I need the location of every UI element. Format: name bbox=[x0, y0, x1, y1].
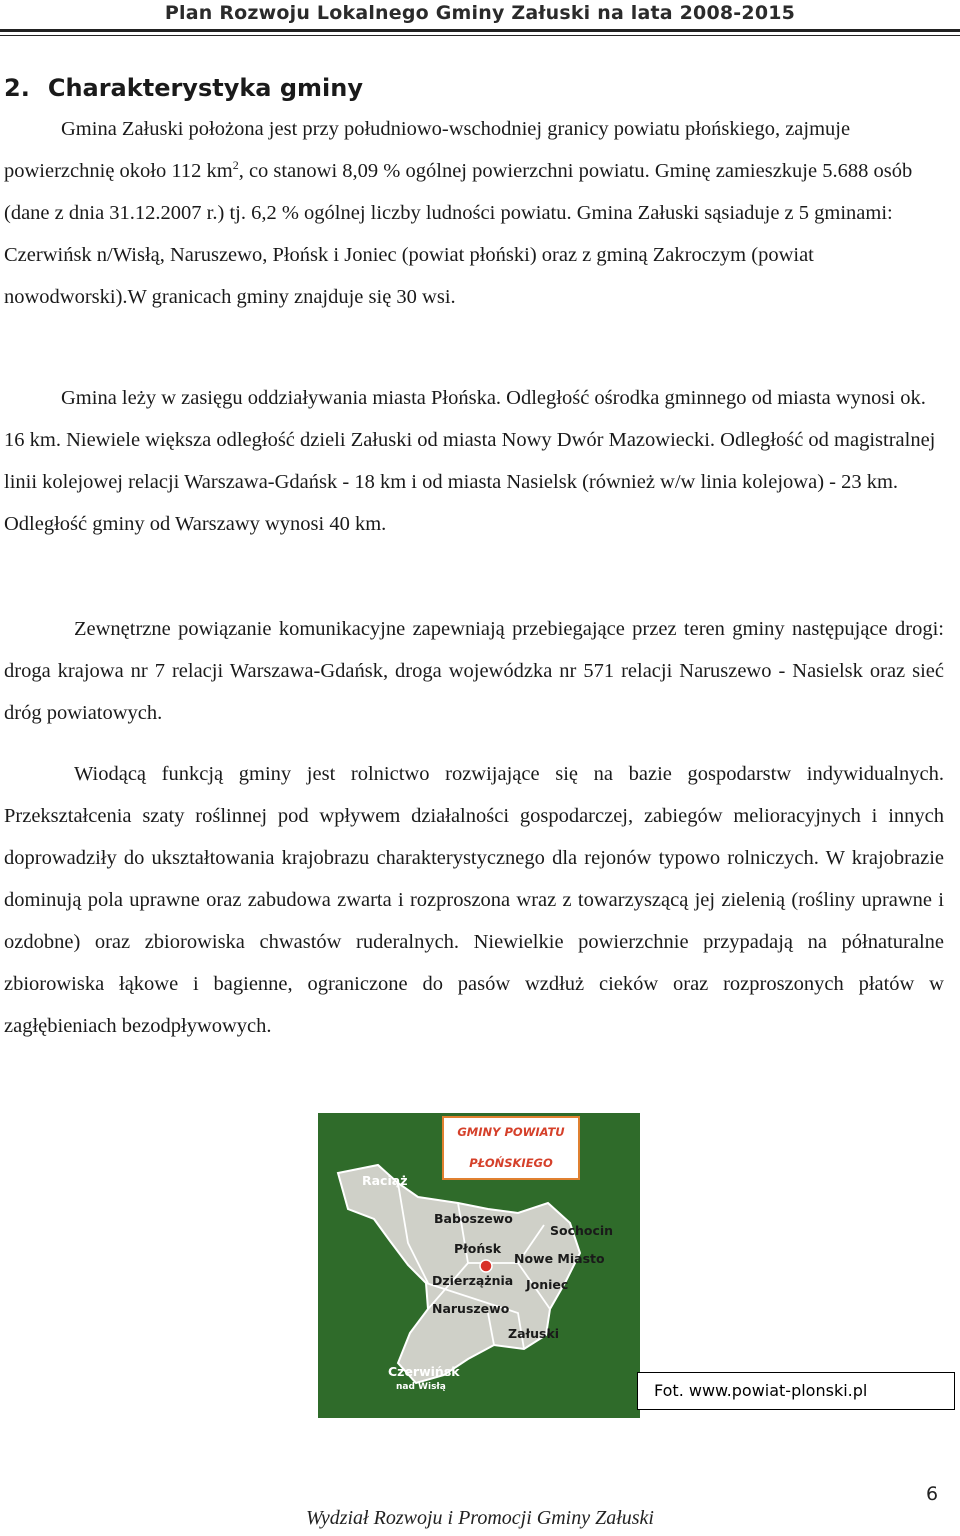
document-header-title: Plan Rozwoju Lokalnego Gminy Załuski na lata 2008-2015 bbox=[164, 2, 796, 24]
map-label-baboszewo: Baboszewo bbox=[434, 1211, 513, 1226]
section-heading bbox=[4, 74, 363, 102]
document-footer: Wydział Rozwoju i Promocji Gminy Załuski bbox=[306, 1507, 654, 1529]
map-label-nad-wisla: nad Wisłą bbox=[396, 1382, 446, 1392]
figure-caption-box bbox=[637, 1372, 955, 1410]
paragraph-distances: Gmina leży w zasięgu oddziaływania miasta Płońska. Odległość ośrodka gminnego od miasta wynosi ok. 16 km. Niewiele większa odległość dzieli Załuski od miasta Nowy Dwór Mazowiecki. Odległość od magistralnej linii kolejowej relacji Warszawa-Gdańsk - 18 km i od miasta Nasielsk (również w/w linia kolejowa) - 23 km. Odległość gminy od Warszawy wynosi 40 km. bbox=[4, 387, 936, 535]
map-legend-line2: PŁOŃSKIEGO bbox=[469, 1156, 553, 1170]
map-label-nowe-miasto: Nowe Miasto bbox=[514, 1251, 605, 1266]
paragraph-transport: Zewnętrzne powiązanie komunikacyjne zapewniają przebiegające przez teren gminy następujące drogi: droga krajowa nr 7 relacji Warszawa-Gdańsk, droga wojewódzka nr 571 relacji Naruszewo - Nasielsk oraz sieć dróg powiatowych. bbox=[4, 618, 944, 724]
page-number: 6 bbox=[926, 1483, 939, 1505]
map-legend-line1: GMINY POWIATU bbox=[457, 1125, 565, 1139]
paragraph-agriculture: Wiodącą funkcją gminy jest rolnictwo rozwijające się na bazie gospodarstw indywidualnych. Przekształcenia szaty roślinnej pod wpływem działalności gospodarczej, zabiegów melioracyjnych i innych doprowadziły do ukształtowania krajobrazu charakterystycznego dla rejonów typowo rolniczych. W krajobrazie dominują pola uprawne oraz zabudowa zwarta i rozproszona wraz z towarzyszącą jej zielenią (rośliny uprawne i ozdobne) oraz zbiorowiska chwastów ruderalnych. Niewielkie powierzchnie przypadają na półnaturalne zbiorowiska łąkowe i bagienne, ograniczone do pasów wzdłuż cieków oraz rozproszonych płatów w zagłębieniach bezodpływowych. bbox=[4, 763, 944, 1037]
map-legend-box bbox=[442, 1116, 580, 1180]
map-label-dzierzaznia: Dzierzążnia bbox=[432, 1273, 514, 1288]
header-rule-thin bbox=[0, 35, 960, 36]
paragraph-location: Gmina Załuski położona jest przy południowo-wschodniej granicy powiatu płońskiego, zajmuje powierzchnię około 112 $km^2$, co stanowi 8,09 % ogólnej powierzchni powiatu. Gminę zamieszkuje 5.688 osób (dane z dnia 31.12.2007 r.) tj. 6,2 % ogólnej liczby ludności powiatu. Gmina Załuski sąsiaduje z 5 gminami: Czerwińsk n/Wisłą, Naruszewo, Płońsk i Joniec (powiat płoński) oraz z gminą Zakroczym (powiat nowodworski).W granicach gminy znajduje się 30 wsi. bbox=[4, 118, 913, 308]
map-label-czerwinsk: Czerwińsk bbox=[388, 1364, 460, 1379]
plonsk-city-dot bbox=[480, 1260, 492, 1272]
map-label-sochocin: Sochocin bbox=[550, 1223, 614, 1238]
map-label-plonsk: Płońsk bbox=[454, 1241, 502, 1256]
map-label-joniec: Joniec bbox=[526, 1277, 569, 1292]
section-number: 2. bbox=[4, 74, 30, 102]
map-label-zaluski: Załuski bbox=[508, 1326, 560, 1341]
figure-caption: Fot. www.powiat-plonski.pl bbox=[654, 1381, 868, 1400]
county-map-figure bbox=[318, 1113, 640, 1418]
map-label-raciaz: Raciąż bbox=[362, 1173, 408, 1188]
map-label-naruszewo: Naruszewo bbox=[432, 1301, 510, 1316]
header-rule-thick bbox=[0, 29, 960, 32]
section-title: Charakterystyka gminy bbox=[47, 74, 364, 102]
